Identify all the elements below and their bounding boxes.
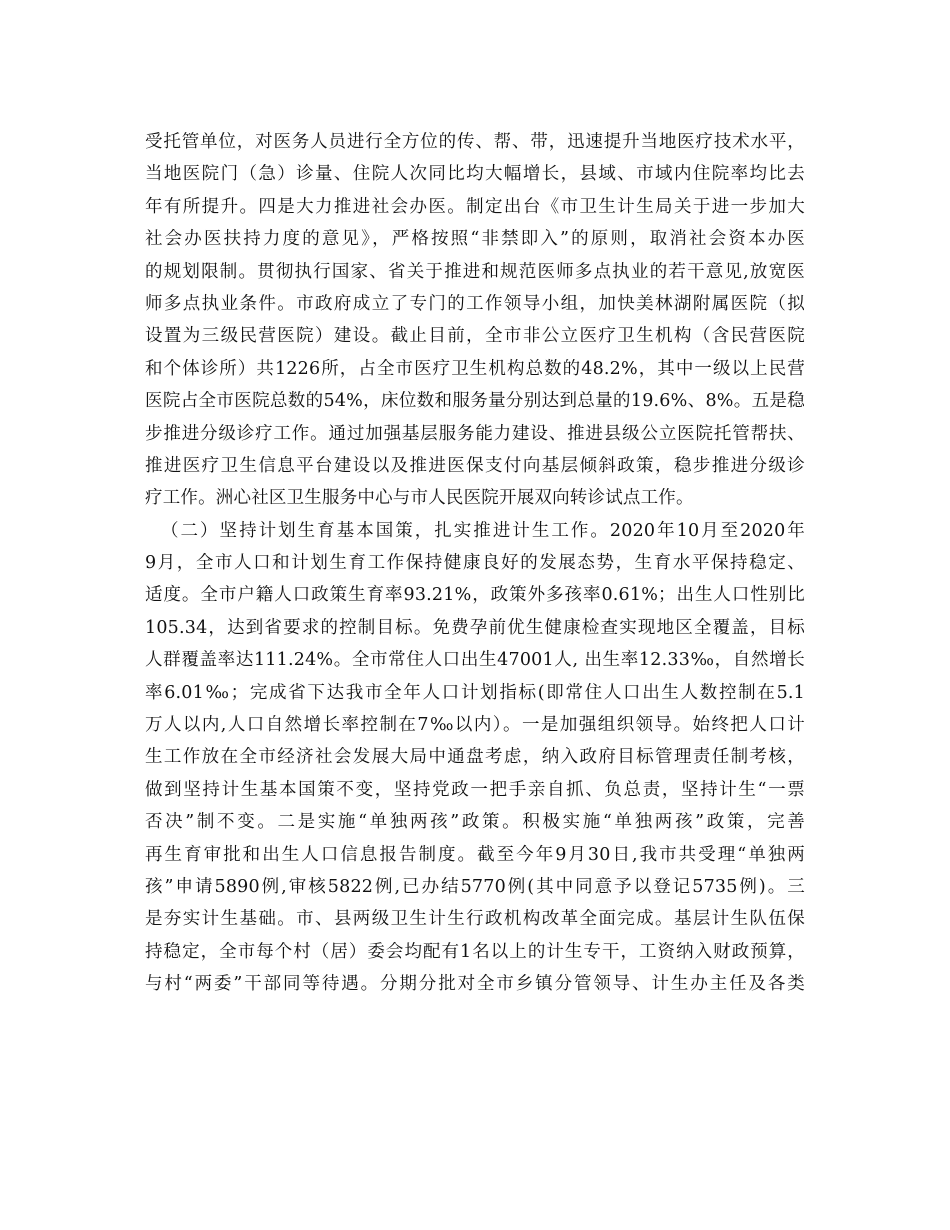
text-line: 疗工作。洲心社区卫生服务中心与市人民医院开展双向转诊试点工作。 [145,488,694,509]
text-line: 医院占全市医院总数的54%，床位数和服务量分别达到总量的19.6%、8%。五是稳 [145,391,805,412]
paragraph-2 [145,515,805,1001]
text-line: 105.34，达到省要求的控制目标。免费孕前优生健康检查实现地区全覆盖，目标 [145,617,805,638]
text-line: 是夯实计生基础。市、县两级卫生计生行政机构改革全面完成。基层计生队伍保 [145,909,805,930]
text-line: 设置为三级民营医院）建设。截止目前，全市非公立医疗卫生机构（含民营医院 [145,326,805,347]
text-line: 与村“两委”干部同等待遇。分期分批对全市乡镇分管领导、计生办主任及各类 [145,974,805,995]
text-line: 人群覆盖率达111.24%。全市常住人口出生47001人, 出生率12.33‰，自然增长 [145,650,805,671]
text-line: 做到坚持计生基本国策不变，坚持党政一把手亲自抓、负总责，坚持计生“一票 [145,779,805,800]
text-line: 孩”申请5890例,审核5822例,已办结5770例(其中同意予以登记5735例)。三 [145,876,805,897]
text-line: 率6.01‰；完成省下达我市全年人口计划指标(即常住人口出生人数控制在5.1 [145,682,805,703]
text-line: 万人以内,人口自然增长率控制在7‰以内）。一是加强组织领导。始终把人口计 [145,715,805,736]
text-line: 的规划限制。贯彻执行国家、省关于推进和规范医师多点执业的若干意见,放宽医 [145,261,805,282]
text-line: 生工作放在全市经济社会发展大局中通盘考虑，纳入政府目标管理责任制考核， [145,747,805,768]
text-line: 受托管单位，对医务人员进行全方位的传、帮、带，迅速提升当地医疗技术水平， [145,132,805,152]
text-line: 当地医院门（急）诊量、住院人次同比均大幅增长，县域、市域内住院率均比去 [145,164,805,185]
text-line: 9月，全市人口和计划生育工作保持健康良好的发展态势，生育水平保持稳定、 [145,553,805,574]
text-line: 社会办医扶持力度的意见》，严格按照“非禁即入”的原则，取消社会资本办医 [145,229,805,250]
text-line: 适度。全市户籍人口政策生育率93.21%，政策外多孩率0.61%；出生人口性别比 [145,585,805,606]
text-line: 师多点执业条件。市政府成立了专门的工作领导小组，加快美林湖附属医院（拟 [145,293,805,314]
text-line: 步推进分级诊疗工作。通过加强基层服务能力建设、推进县级公立医院托管帮扶、 [145,423,805,444]
text-line: 年有所提升。四是大力推进社会办医。制定出台《市卫生计生局关于进一步加大 [145,196,805,217]
text-line: 推进医疗卫生信息平台建设以及推进医保支付向基层倾斜政策，稳步推进分级诊 [145,455,805,476]
text-line: 持稳定，全市每个村（居）委会均配有1名以上的计生专干，工资纳入财政预算， [145,941,805,962]
text-line: （二）坚持计划生育基本国策，扎实推进计生工作。2020年10月至2020年 [161,520,805,541]
text-line: 和个体诊所）共1226所，占全市医疗卫生机构总数的48.2%，其中一级以上民营 [145,358,805,379]
text-line: 再生育审批和出生人口信息报告制度。截至今年9月30日,我市共受理“单独两 [145,844,805,865]
body-text [145,126,805,1001]
text-line: 否决”制不变。二是实施“单独两孩”政策。积极实施“单独两孩”政策，完善 [145,812,805,833]
paragraph-1 [145,126,805,515]
